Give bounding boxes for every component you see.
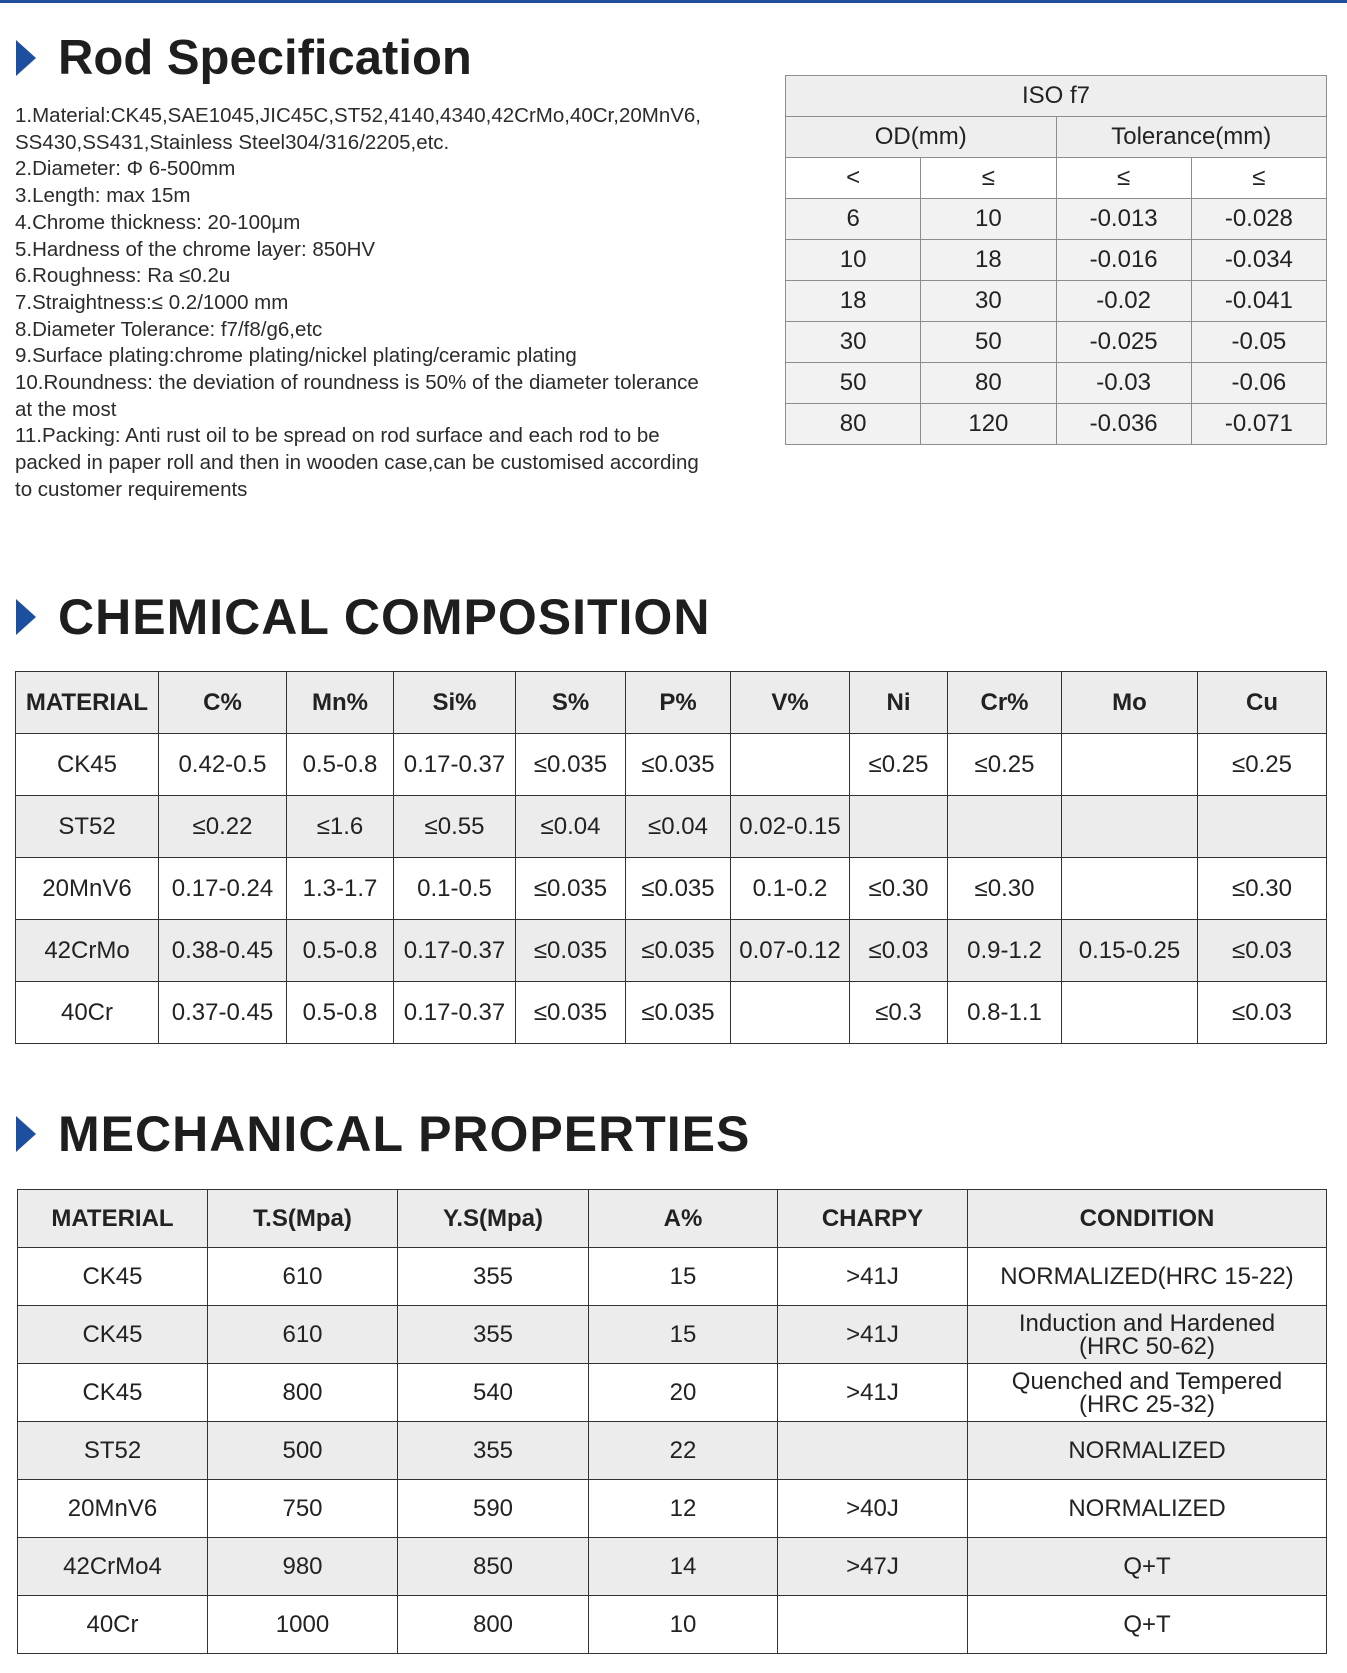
- table-cell: ≤0.30: [850, 858, 948, 920]
- table-row: [786, 404, 1327, 445]
- spec-line: SS430,SS431,Stainless Steel304/316/2205,etc.: [15, 130, 450, 154]
- table-cell: Q+T: [968, 1596, 1327, 1654]
- table-row: [18, 1422, 1327, 1480]
- table-cell: 800: [208, 1364, 398, 1422]
- table-cell: 610: [208, 1306, 398, 1364]
- table-cell: ≤0.04: [626, 796, 731, 858]
- table-cell: ≤0.035: [516, 734, 626, 796]
- rod-spec-list: [15, 103, 760, 504]
- table-cell: 20MnV6: [18, 1480, 208, 1538]
- table-cell: 30: [786, 322, 921, 363]
- table-cell: ≤0.3: [850, 982, 948, 1044]
- table-row: [18, 1306, 1327, 1364]
- symbol-cell: ≤: [921, 158, 1056, 199]
- table-cell: 50: [921, 322, 1056, 363]
- table-cell: 18: [921, 240, 1056, 281]
- table-cell: ≤0.04: [516, 796, 626, 858]
- table-cell: 355: [398, 1248, 589, 1306]
- table-cell: -0.016: [1056, 240, 1191, 281]
- spec-line: 1.Material:CK45,SAE1045,JIC45C,ST52,4140,4340,42CrMo,40Cr,20MnV6,: [15, 104, 701, 127]
- table-cell: 20: [589, 1364, 778, 1422]
- table-cell: ≤0.035: [626, 858, 731, 920]
- table-cell: 850: [398, 1538, 589, 1596]
- table-cell: 0.17-0.24: [159, 858, 287, 920]
- iso-title-cell: ISO f7: [786, 76, 1327, 117]
- mechanical-properties-table: [17, 1189, 1327, 1654]
- table-cell: 355: [398, 1422, 589, 1480]
- table-cell: 355: [398, 1306, 589, 1364]
- table-cell: -0.025: [1056, 322, 1191, 363]
- od-header-cell: OD(mm): [786, 117, 1057, 158]
- table-cell: CK45: [16, 734, 159, 796]
- symbol-cell: <: [786, 158, 921, 199]
- table-row: [16, 858, 1327, 920]
- table-cell: 0.5-0.8: [287, 734, 394, 796]
- table-cell: 10: [589, 1596, 778, 1654]
- table-cell: 0.1-0.5: [394, 858, 516, 920]
- spec-line: 11.Packing: Anti rust oil to be spread on rod surface and each rod to be: [15, 424, 660, 448]
- table-row: [18, 1480, 1327, 1538]
- column-header: CONDITION: [968, 1190, 1327, 1248]
- triangle-bullet-icon: [16, 1116, 36, 1152]
- table-cell: 590: [398, 1480, 589, 1538]
- column-header: Cu: [1198, 672, 1327, 734]
- column-header: C%: [159, 672, 287, 734]
- rod-specification-title: [16, 30, 472, 86]
- table-cell: 800: [398, 1596, 589, 1654]
- table-cell: ≤0.55: [394, 796, 516, 858]
- table-cell: 80: [786, 404, 921, 445]
- table-cell: [948, 796, 1062, 858]
- mechanical-properties-title: [16, 1105, 750, 1163]
- spec-line: 3.Length: max 15m: [15, 184, 191, 208]
- table-cell: 40Cr: [16, 982, 159, 1044]
- table-cell: [1062, 796, 1198, 858]
- chemical-composition-title: [16, 588, 710, 646]
- table-cell: ≤0.25: [850, 734, 948, 796]
- table-cell: 15: [589, 1248, 778, 1306]
- chemical-composition-title-text: CHEMICAL COMPOSITION: [58, 589, 711, 645]
- triangle-bullet-icon: [16, 40, 36, 76]
- table-cell: 0.02-0.15: [731, 796, 850, 858]
- table-cell: [731, 982, 850, 1044]
- triangle-bullet-icon: [16, 599, 36, 635]
- table-cell: -0.041: [1191, 281, 1326, 322]
- table-cell: 0.9-1.2: [948, 920, 1062, 982]
- table-cell: NORMALIZED(HRC 15-22): [968, 1248, 1327, 1306]
- table-row: [18, 1364, 1327, 1422]
- column-header: Si%: [394, 672, 516, 734]
- table-cell: ≤0.30: [1198, 858, 1327, 920]
- table-cell: CK45: [18, 1306, 208, 1364]
- table-cell: CK45: [18, 1248, 208, 1306]
- table-cell: 10: [921, 199, 1056, 240]
- table-cell: 0.17-0.37: [394, 920, 516, 982]
- table-cell: Induction and Hardened (HRC 50-62): [968, 1306, 1327, 1364]
- table-cell: 0.37-0.45: [159, 982, 287, 1044]
- top-rule: [0, 0, 1347, 3]
- table-cell: >47J: [778, 1538, 968, 1596]
- table-row: [786, 322, 1327, 363]
- column-header: A%: [589, 1190, 778, 1248]
- table-cell: 42CrMo4: [18, 1538, 208, 1596]
- symbol-cell: ≤: [1056, 158, 1191, 199]
- table-cell: -0.013: [1056, 199, 1191, 240]
- table-cell: -0.034: [1191, 240, 1326, 281]
- table-cell: Quenched and Tempered (HRC 25-32): [968, 1364, 1327, 1422]
- table-cell: ≤0.25: [1198, 734, 1327, 796]
- table-cell: [778, 1422, 968, 1480]
- column-header: MATERIAL: [18, 1190, 208, 1248]
- table-cell: -0.02: [1056, 281, 1191, 322]
- column-header: T.S(Mpa): [208, 1190, 398, 1248]
- spec-line: to customer requirements: [15, 477, 248, 501]
- table-cell: >41J: [778, 1364, 968, 1422]
- table-cell: 22: [589, 1422, 778, 1480]
- spec-line: 5.Hardness of the chrome layer: 850HV: [15, 237, 376, 261]
- spec-line: 9.Surface plating:chrome plating/nickel plating/ceramic plating: [15, 344, 577, 368]
- table-cell: NORMALIZED: [968, 1480, 1327, 1538]
- table-cell: ≤0.035: [626, 734, 731, 796]
- table-cell: 12: [589, 1480, 778, 1538]
- column-header: CHARPY: [778, 1190, 968, 1248]
- spec-line: 8.Diameter Tolerance: f7/f8/g6,etc: [15, 317, 323, 341]
- table-row: [18, 1596, 1327, 1654]
- table-row: [18, 1248, 1327, 1306]
- table-cell: ≤0.03: [1198, 920, 1327, 982]
- iso-f7-table: [785, 75, 1327, 445]
- table-cell: ≤0.22: [159, 796, 287, 858]
- chemical-composition-table: [15, 671, 1327, 1044]
- table-cell: 80: [921, 363, 1056, 404]
- table-cell: -0.03: [1056, 363, 1191, 404]
- table-cell: 540: [398, 1364, 589, 1422]
- table-cell: 610: [208, 1248, 398, 1306]
- table-cell: 0.42-0.5: [159, 734, 287, 796]
- mechanical-properties-title-text: MECHANICAL PROPERTIES: [58, 1106, 751, 1162]
- table-cell: NORMALIZED: [968, 1422, 1327, 1480]
- table-header-row: [18, 1190, 1327, 1248]
- table-cell: ≤0.03: [1198, 982, 1327, 1044]
- table-cell: 18: [786, 281, 921, 322]
- table-cell: 980: [208, 1538, 398, 1596]
- table-cell: ≤0.035: [516, 920, 626, 982]
- spec-line: at the most: [15, 397, 117, 421]
- table-cell: 0.17-0.37: [394, 734, 516, 796]
- table-cell: -0.05: [1191, 322, 1326, 363]
- table-cell: 0.5-0.8: [287, 982, 394, 1044]
- table-cell: 15: [589, 1306, 778, 1364]
- table-cell: [1062, 982, 1198, 1044]
- table-row: [16, 982, 1327, 1044]
- table-row: [786, 363, 1327, 404]
- table-cell: 1.3-1.7: [287, 858, 394, 920]
- table-cell: 14: [589, 1538, 778, 1596]
- spec-line: packed in paper roll and then in wooden case,can be customised according: [15, 451, 699, 475]
- table-cell: ≤0.035: [626, 982, 731, 1044]
- table-cell: 0.1-0.2: [731, 858, 850, 920]
- table-cell: >41J: [778, 1248, 968, 1306]
- table-cell: 0.17-0.37: [394, 982, 516, 1044]
- tolerance-header-cell: Tolerance(mm): [1056, 117, 1327, 158]
- column-header: Cr%: [948, 672, 1062, 734]
- spec-line: 7.Straightness:≤ 0.2/1000 mm: [15, 290, 289, 314]
- table-cell: ≤0.25: [948, 734, 1062, 796]
- spec-line: 2.Diameter: Φ 6-500mm: [15, 157, 236, 181]
- table-cell: 42CrMo: [16, 920, 159, 982]
- table-cell: 40Cr: [18, 1596, 208, 1654]
- table-cell: ≤0.30: [948, 858, 1062, 920]
- table-cell: 0.5-0.8: [287, 920, 394, 982]
- table-cell: 120: [921, 404, 1056, 445]
- table-cell: ≤0.035: [516, 858, 626, 920]
- table-cell: 0.07-0.12: [731, 920, 850, 982]
- column-header: Y.S(Mpa): [398, 1190, 589, 1248]
- table-cell: ≤0.035: [516, 982, 626, 1044]
- table-cell: -0.071: [1191, 404, 1326, 445]
- table-cell: [778, 1596, 968, 1654]
- table-cell: 6: [786, 199, 921, 240]
- table-cell: >41J: [778, 1306, 968, 1364]
- table-cell: 50: [786, 363, 921, 404]
- table-cell: [1062, 858, 1198, 920]
- table-cell: >40J: [778, 1480, 968, 1538]
- table-cell: 20MnV6: [16, 858, 159, 920]
- table-row: [16, 920, 1327, 982]
- spec-line: 10.Roundness: the deviation of roundness is 50% of the diameter tolerance: [15, 371, 699, 395]
- table-header-row: [16, 672, 1327, 734]
- column-header: V%: [731, 672, 850, 734]
- table-cell: [850, 796, 948, 858]
- table-row: [18, 1538, 1327, 1596]
- table-row: [786, 199, 1327, 240]
- table-cell: [1198, 796, 1327, 858]
- symbol-cell: ≤: [1191, 158, 1326, 199]
- table-cell: 0.15-0.25: [1062, 920, 1198, 982]
- column-header: MATERIAL: [16, 672, 159, 734]
- table-cell: -0.06: [1191, 363, 1326, 404]
- table-cell: ≤0.03: [850, 920, 948, 982]
- table-cell: ≤1.6: [287, 796, 394, 858]
- column-header: Mo: [1062, 672, 1198, 734]
- table-cell: 500: [208, 1422, 398, 1480]
- column-header: S%: [516, 672, 626, 734]
- column-header: P%: [626, 672, 731, 734]
- table-cell: 30: [921, 281, 1056, 322]
- column-header: Mn%: [287, 672, 394, 734]
- table-cell: -0.028: [1191, 199, 1326, 240]
- table-cell: 750: [208, 1480, 398, 1538]
- table-cell: CK45: [18, 1364, 208, 1422]
- table-row: [16, 734, 1327, 796]
- table-row: [786, 281, 1327, 322]
- table-cell: 10: [786, 240, 921, 281]
- table-cell: -0.036: [1056, 404, 1191, 445]
- rod-specification-title-text: Rod Specification: [58, 31, 472, 85]
- table-cell: [731, 734, 850, 796]
- column-header: Ni: [850, 672, 948, 734]
- spec-line: 4.Chrome thickness: 20-100μm: [15, 210, 301, 234]
- table-cell: 1000: [208, 1596, 398, 1654]
- table-cell: [1062, 734, 1198, 796]
- table-cell: ≤0.035: [626, 920, 731, 982]
- table-cell: 0.38-0.45: [159, 920, 287, 982]
- table-cell: Q+T: [968, 1538, 1327, 1596]
- table-row: [16, 796, 1327, 858]
- table-row: [786, 240, 1327, 281]
- spec-line: 6.Roughness: Ra ≤0.2u: [15, 264, 231, 288]
- table-cell: ST52: [16, 796, 159, 858]
- table-cell: ST52: [18, 1422, 208, 1480]
- table-cell: 0.8-1.1: [948, 982, 1062, 1044]
